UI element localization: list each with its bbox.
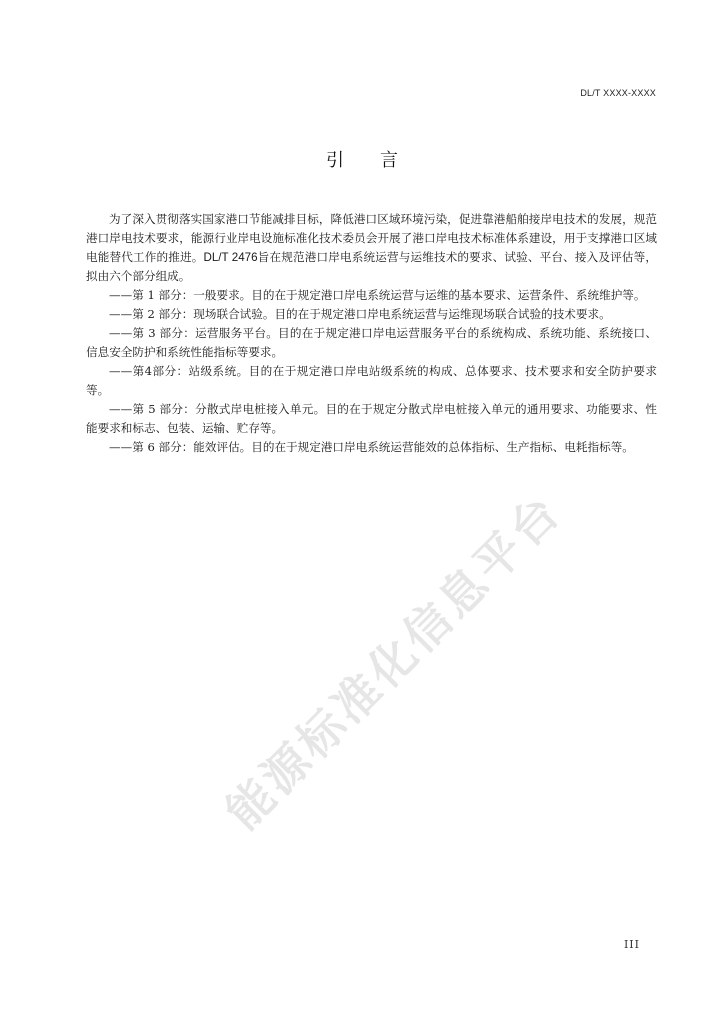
body-text bbox=[86, 210, 657, 457]
part-2-item: ——第 2 部分：现场联合试验。目的在于规定港口岸电系统运营与运维现场联合试验的技术要求。 bbox=[109, 307, 611, 321]
part-1-item: ——第 1 部分：一般要求。目的在于规定港口岸电系统运营与运维的基本要求、运营条件、系统维护等。 bbox=[109, 288, 646, 302]
page-number: III bbox=[623, 938, 640, 951]
intro-paragraph bbox=[86, 210, 657, 286]
intro-tail: 旨在规范港口岸电系统运营与运维技术的要求、试验、平台、接入及评估等，拟由六个部分组成。 bbox=[86, 250, 657, 283]
part-3-item: ——第 3 部分：运营服务平台。目的在于规定港口岸电运营服务平台的系统构成、系统功能、系统接口、信息安全防护和系统性能指标等要求。 bbox=[86, 326, 657, 359]
part-5-item: ——第 5 部分：分散式岸电桩接入单元。目的在于规定分散式岸电桩接入单元的通用要求、功能要求、性能要求和标志、包装、运输、贮存等。 bbox=[86, 402, 657, 435]
part-4-item: ——第4部分：站级系统。目的在于规定港口岸电站级系统的构成、总体要求、技术要求和安全防护要求等。 bbox=[86, 364, 657, 397]
document-code: DL/T XXXX-XXXX bbox=[580, 88, 656, 98]
section-title: 引言 bbox=[326, 150, 434, 171]
part-6-item: ——第 6 部分：能效评估。目的在于规定港口岸电系统运营能效的总体指标、生产指标、电耗指标等。 bbox=[109, 440, 634, 454]
watermark: 能源标准化信息平台 bbox=[215, 483, 572, 840]
intro-lead: 为了深入贯彻落实国家港口节能减排目标，降低港口区域环境污染，促进靠港船舶接岸电技术的发展，规范港口岸电技术要求，能源行业岸电设施标准化技术委员会开展了港口岸电技术标准体系建设，用于支撑港口区域电能替代工作的推进。 bbox=[86, 212, 657, 264]
standard-reference: DL/T 2476 bbox=[203, 251, 258, 264]
